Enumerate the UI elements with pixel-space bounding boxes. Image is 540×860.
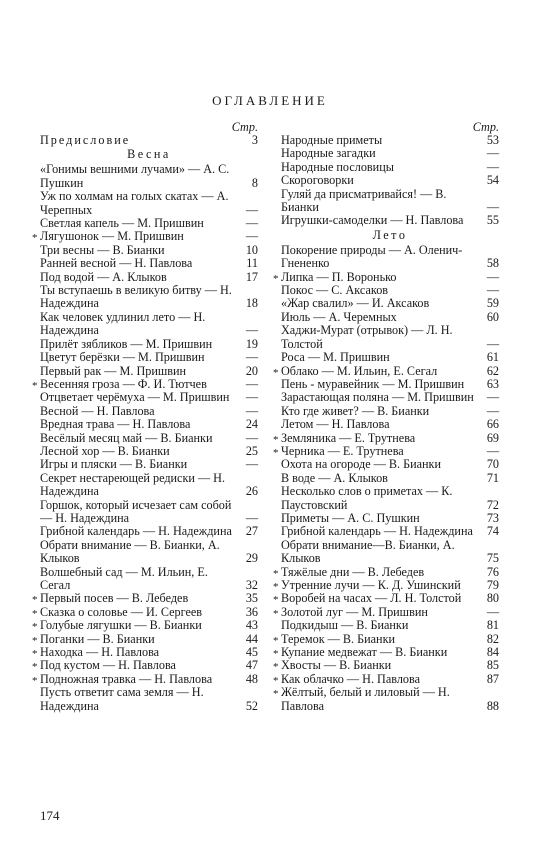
toc-entry-page: 19 — [245, 336, 258, 351]
toc-entry-page: 36 — [245, 604, 258, 619]
toc-entry-page: 45 — [245, 645, 258, 660]
toc-entry-title: Хаджи-Мурат (отрывок) — Л. Н. Толстой — [281, 323, 453, 351]
toc-entry-page: — — [486, 443, 499, 458]
asterisk-mark: * — [273, 581, 279, 593]
toc-entry-title: Под водой — А. Клыков — [40, 269, 167, 284]
toc-entry — [281, 214, 499, 227]
toc-entry-title: Обрати внимание—В. Бианки, А. Клыков — [281, 537, 455, 566]
toc-entry — [273, 685, 499, 713]
toc-entry — [40, 134, 258, 147]
toc-entry-title: Ты вступаешь в великую битву — Н. Надеждина — [40, 283, 232, 311]
toc-entry-title: Грибной календарь — Н. Надеждина — [281, 524, 473, 539]
toc-entry-title: Игры и пляски — В. Бианки — [40, 457, 188, 472]
toc-entry-page: — — [245, 430, 258, 445]
toc-entry — [281, 284, 499, 297]
toc-entry — [32, 658, 258, 674]
toc-entry-title: Охота на огороде — В. Бианки — [281, 457, 442, 472]
toc-entry-page: 17 — [245, 269, 258, 284]
toc-entry-title: Хвосты — В. Бианки — [281, 658, 392, 673]
asterisk-mark: * — [273, 674, 279, 687]
toc-entry-page: 71 — [486, 470, 499, 485]
asterisk-mark: * — [273, 433, 279, 446]
toc-entry — [281, 391, 499, 404]
section-heading: Весна — [127, 147, 171, 162]
toc-entry-title: Покос — С. Аксаков — [281, 283, 389, 298]
toc-entry — [281, 619, 499, 632]
toc-entry — [281, 378, 499, 391]
toc-entry-page: 81 — [486, 618, 499, 633]
toc-entry — [40, 311, 258, 338]
toc-entry-page: — — [245, 229, 258, 244]
toc-entry-page: 80 — [486, 591, 499, 606]
toc-entry-page: 72 — [486, 497, 499, 512]
toc-entry — [40, 418, 258, 431]
toc-entry-page: 3 — [251, 133, 258, 147]
toc-entry — [40, 351, 258, 364]
toc-entry-page: 26 — [245, 484, 258, 499]
toc-entry-page: 55 — [486, 213, 499, 228]
toc-entry-page: 66 — [486, 417, 499, 432]
asterisk-mark: * — [32, 594, 38, 607]
toc-entry-title: Народные пословицы — [281, 159, 394, 174]
asterisk-mark: * — [273, 648, 279, 661]
toc-entry-page: — — [486, 390, 499, 405]
toc-entry — [273, 604, 499, 620]
toc-entry-title: Находка — Н. Павлова — [40, 645, 160, 660]
toc-entry — [273, 430, 499, 446]
toc-entry-page: 47 — [245, 658, 258, 673]
asterisk-mark: * — [273, 446, 279, 459]
toc-entry-page: 11 — [246, 256, 258, 271]
toc-entry — [281, 244, 499, 271]
toc-entry — [273, 363, 499, 379]
toc-entry — [273, 658, 499, 674]
asterisk-mark: * — [273, 272, 279, 285]
toc-entry-title: Прилёт зябликов — М. Пришвин — [40, 336, 213, 351]
toc-entry — [281, 174, 499, 187]
toc-left-column — [32, 120, 258, 713]
toc-entry-title: Жёлтый, белый и лиловый — Н. Павлова — [281, 685, 450, 713]
toc-entry-page: — — [245, 510, 258, 525]
toc-entry — [32, 376, 258, 392]
toc-entry — [32, 645, 258, 661]
toc-entry-title: Три весны — В. Бианки — [40, 242, 165, 257]
page-title: ОГЛАВЛЕНИЕ — [212, 93, 328, 108]
toc-entry-title: Ранней весной — Н. Павлова — [40, 256, 193, 271]
toc-entry — [40, 432, 258, 445]
toc-entry — [40, 217, 258, 230]
toc-entry — [281, 539, 499, 566]
toc-entry-title: Волшебный сад — М. Ильин, Е. Сегал — [40, 564, 208, 592]
toc-entry-page: 25 — [245, 443, 258, 458]
toc-entry-title: Воробей на часах — Л. Н. Толстой — [281, 591, 462, 606]
asterisk-mark: * — [32, 661, 38, 674]
toc-entry-page: 69 — [486, 430, 499, 445]
toc-entry-title: Как облачко — Н. Павлова — [281, 671, 421, 686]
toc-entry-title: Первый рак — М. Пришвин — [40, 363, 187, 378]
toc-entry — [40, 445, 258, 458]
toc-entry — [281, 485, 499, 512]
toc-entry-title: Гуляй да присматривайся! — В. Бианки — [281, 186, 447, 215]
toc-list — [273, 133, 499, 713]
toc-entry-title: Облако — М. Ильин, Е. Сегал — [281, 363, 438, 378]
toc-entry — [40, 566, 258, 593]
toc-entry — [281, 324, 499, 351]
toc-entry-title: Первый посев — В. Лебедев — [40, 591, 189, 606]
toc-entry-page: 18 — [245, 296, 258, 311]
toc-entry — [281, 525, 499, 538]
toc-entry-page: 85 — [486, 658, 499, 673]
toc-entry-page: — — [486, 283, 499, 298]
toc-entry — [40, 338, 258, 351]
toc-entry-page: 48 — [245, 671, 258, 686]
toc-entry-title: Горшок, который исчезает сам собой — Н. Надеждина — [40, 497, 232, 525]
toc-entry-title: «Гонимы вешними лучами» — А. С. Пушкин — [40, 162, 230, 190]
toc-entry-title: Грибной календарь — Н. Надеждина — [40, 524, 232, 539]
toc-entry-page: 84 — [486, 645, 499, 660]
toc-entry — [40, 284, 258, 311]
toc-entry-title: Предисловие — [40, 133, 131, 147]
toc-entry-page: 54 — [486, 173, 499, 188]
toc-entry-title: Под кустом — Н. Павлова — [40, 658, 176, 673]
toc-entry-title: Светлая капель — М. Пришвин — [40, 216, 204, 231]
asterisk-mark: * — [273, 567, 279, 580]
toc-entry — [281, 311, 499, 324]
toc-entry-page: 82 — [486, 631, 499, 646]
toc-entry-title: Земляника — Е. Трутнева — [281, 430, 416, 445]
toc-entry-page: 61 — [486, 350, 499, 365]
toc-entry — [40, 458, 258, 471]
asterisk-mark: * — [32, 607, 38, 620]
toc-entry-title: Поганки — В. Бианки — [40, 631, 155, 646]
toc-entry-title: Весной — Н. Павлова — [40, 403, 155, 418]
toc-entry — [40, 391, 258, 404]
toc-entry-title: Зарастающая поляна — М. Пришвин — [281, 390, 474, 405]
section-heading: Лето — [372, 227, 408, 242]
toc-entry — [40, 244, 258, 257]
toc-entry-page: 76 — [486, 564, 499, 579]
toc-entry — [40, 499, 258, 526]
toc-entry — [40, 525, 258, 538]
asterisk-mark: * — [32, 232, 38, 245]
toc-entry-title: Цветут берёзки — М. Пришвин — [40, 350, 205, 365]
toc-entry — [281, 134, 499, 147]
toc-entry-page: 27 — [245, 524, 258, 539]
page-column-header: Стр. — [472, 120, 499, 134]
toc-entry — [40, 539, 258, 566]
asterisk-mark: * — [273, 594, 279, 607]
toc-entry-page: 59 — [486, 296, 499, 311]
toc-entry-page: 52 — [245, 698, 258, 713]
toc-entry-page: 43 — [245, 618, 258, 633]
toc-list — [32, 133, 258, 713]
toc-entry — [32, 604, 258, 620]
toc-entry-title: Июль — А. Черемных — [281, 309, 397, 324]
toc-entry-title: Лягушонок — М. Пришвин — [40, 229, 184, 244]
toc-entry — [281, 297, 499, 310]
toc-entry-page: — — [486, 200, 499, 215]
toc-entry — [40, 257, 258, 270]
toc-entry-page: 24 — [245, 417, 258, 432]
toc-entry — [273, 671, 499, 687]
toc-entry-title: Теремок — В. Бианки — [281, 631, 396, 646]
toc-entry — [281, 458, 499, 471]
toc-entry-page: 44 — [245, 631, 258, 646]
toc-entry-page: — — [245, 390, 258, 405]
toc-entry-page: 58 — [486, 256, 499, 271]
asterisk-mark: * — [273, 688, 279, 701]
toc-entry-page: 79 — [486, 578, 499, 592]
toc-entry-page: — — [245, 376, 258, 391]
toc-entry — [273, 564, 499, 580]
toc-entry — [32, 631, 258, 647]
toc-entry — [273, 269, 499, 285]
asterisk-mark: * — [32, 648, 38, 661]
toc-entry-page: 35 — [245, 591, 258, 606]
toc-entry-title: Липка — П. Воронько — [281, 269, 397, 284]
toc-entry-page: 87 — [486, 671, 499, 686]
toc-entry-title: Покорение природы — А. Оленич-Гнененко — [281, 242, 463, 271]
toc-entry-page: — — [245, 323, 258, 338]
toc-entry — [281, 351, 499, 364]
toc-entry-page: 62 — [486, 363, 499, 378]
toc-entry-page: — — [245, 216, 258, 231]
toc-entry-page: 32 — [245, 578, 258, 592]
toc-entry-page: 8 — [251, 175, 258, 190]
toc-entry-title: Подножная травка — Н. Павлова — [40, 671, 213, 686]
toc-entry-title: Несколько слов о приметах — К. Паустовский — [281, 484, 453, 512]
toc-entry-title: Кто где живет? — В. Бианки — [281, 403, 430, 418]
toc-entry-title: Отцветает черёмуха — М. Пришвин — [40, 390, 230, 405]
toc-entry-title: Купание медвежат — В. Бианки — [281, 645, 448, 660]
toc-entry — [32, 229, 258, 245]
toc-entry-title: В воде — А. Клыков — [281, 470, 388, 485]
toc-entry — [40, 365, 258, 378]
toc-entry — [273, 443, 499, 459]
toc-entry-page: 29 — [245, 551, 258, 566]
asterisk-mark: * — [32, 634, 38, 647]
toc-entry-title: Скороговорки — [281, 173, 354, 188]
toc-entry-page: 20 — [245, 363, 258, 378]
toc-entry-page: — — [245, 403, 258, 418]
toc-entry-title: Народные приметы — [281, 133, 383, 147]
toc-entry-title: Летом — Н. Павлова — [281, 417, 390, 432]
toc-entry-page: 75 — [486, 551, 499, 566]
toc-entry-page: 73 — [486, 510, 499, 525]
toc-entry-title: Утренние лучи — К. Д. Ушинский — [281, 578, 461, 592]
toc-entry-title: Уж по холмам на голых скатах — А. Черепных — [40, 189, 229, 217]
toc-entry-title: Весёлый месяц май — В. Бианки — [40, 430, 213, 445]
toc-right-column — [273, 120, 499, 713]
asterisk-mark: * — [32, 379, 38, 392]
toc-entry-title: Секрет нестареющей редиски — Н. Надеждина — [40, 470, 226, 499]
toc-entry — [281, 405, 499, 418]
toc-entry — [40, 163, 258, 190]
toc-entry-page: 53 — [486, 133, 499, 147]
toc-entry — [281, 161, 499, 174]
toc-entry — [273, 578, 499, 593]
toc-entry-title: Как человек удлинил лето — Н. Надеждина — [40, 309, 206, 338]
asterisk-mark: * — [273, 607, 279, 620]
toc-entry — [281, 188, 499, 215]
toc-entry-title: Лесной хор — В. Бианки — [40, 443, 170, 458]
toc-entry-title: Тяжёлые дни — В. Лебедев — [281, 564, 425, 579]
toc-entry — [281, 472, 499, 485]
toc-entry-title: Приметы — А. С. Пушкин — [281, 510, 420, 525]
toc-entry — [273, 631, 499, 647]
toc-entry-title: Обрати внимание — В. Бианки, А. Клыков — [40, 537, 220, 566]
asterisk-mark: * — [32, 674, 38, 687]
toc-entry — [32, 618, 258, 634]
toc-entry-title: «Жар свалил» — И. Аксаков — [281, 296, 430, 311]
toc-entry-title: Игрушки-самоделки — Н. Павлова — [281, 213, 464, 228]
toc-entry — [32, 591, 258, 607]
toc-entry — [40, 472, 258, 499]
toc-entry-title: Роса — М. Пришвин — [281, 350, 390, 365]
toc-entry — [40, 271, 258, 284]
toc-entry-title: Золотой луг — М. Пришвин — [281, 604, 428, 619]
toc-entry-title: Подкидыш — В. Бианки — [281, 618, 409, 633]
asterisk-mark: * — [32, 621, 38, 634]
toc-entry-page: — — [486, 336, 499, 351]
toc-entry-title: Вредная трава — Н. Павлова — [40, 417, 191, 432]
toc-entry-title: Пень - муравейник — М. Пришвин — [281, 376, 465, 391]
toc-entry-page: 88 — [486, 698, 499, 713]
toc-entry — [281, 418, 499, 431]
asterisk-mark: * — [273, 661, 279, 674]
toc-entry — [281, 512, 499, 525]
page-number: 174 — [40, 808, 60, 823]
toc-entry-page: 63 — [486, 376, 499, 391]
toc-entry-page: 10 — [245, 242, 258, 257]
toc-entry-page: — — [486, 403, 499, 418]
toc-entry-title: Черника — Е. Трутнева — [281, 443, 404, 458]
toc-entry-page: — — [245, 457, 258, 472]
toc-entry-title: Сказка о соловье — И. Сергеев — [40, 604, 203, 619]
toc-entry — [273, 591, 499, 607]
asterisk-mark: * — [273, 366, 279, 379]
page-column-header: Стр. — [231, 120, 258, 134]
toc-entry-page: 70 — [486, 457, 499, 472]
toc-entry-page: — — [245, 202, 258, 217]
toc-entry — [40, 405, 258, 418]
toc-entry-page: — — [486, 159, 499, 174]
asterisk-mark: * — [273, 634, 279, 647]
toc-entry — [40, 686, 258, 713]
toc-entry-title: Голубые лягушки — В. Бианки — [40, 618, 202, 633]
toc-entry-title: Весенняя гроза — Ф. И. Тютчев — [40, 376, 207, 391]
toc-entry-title: Пусть ответит сама земля — Н. Надеждина — [40, 685, 204, 713]
toc-entry-page: — — [486, 269, 499, 284]
toc-entry — [273, 645, 499, 661]
toc-entry-page: — — [486, 146, 499, 161]
toc-entry-page: — — [486, 604, 499, 619]
toc-entry — [40, 190, 258, 217]
toc-entry-page: — — [245, 350, 258, 365]
toc-entry-page: 60 — [486, 309, 499, 324]
toc-entry-title: Народные загадки — [281, 146, 376, 161]
toc-entry — [281, 147, 499, 160]
toc-entry — [32, 671, 258, 687]
toc-entry-page: 74 — [486, 524, 499, 539]
